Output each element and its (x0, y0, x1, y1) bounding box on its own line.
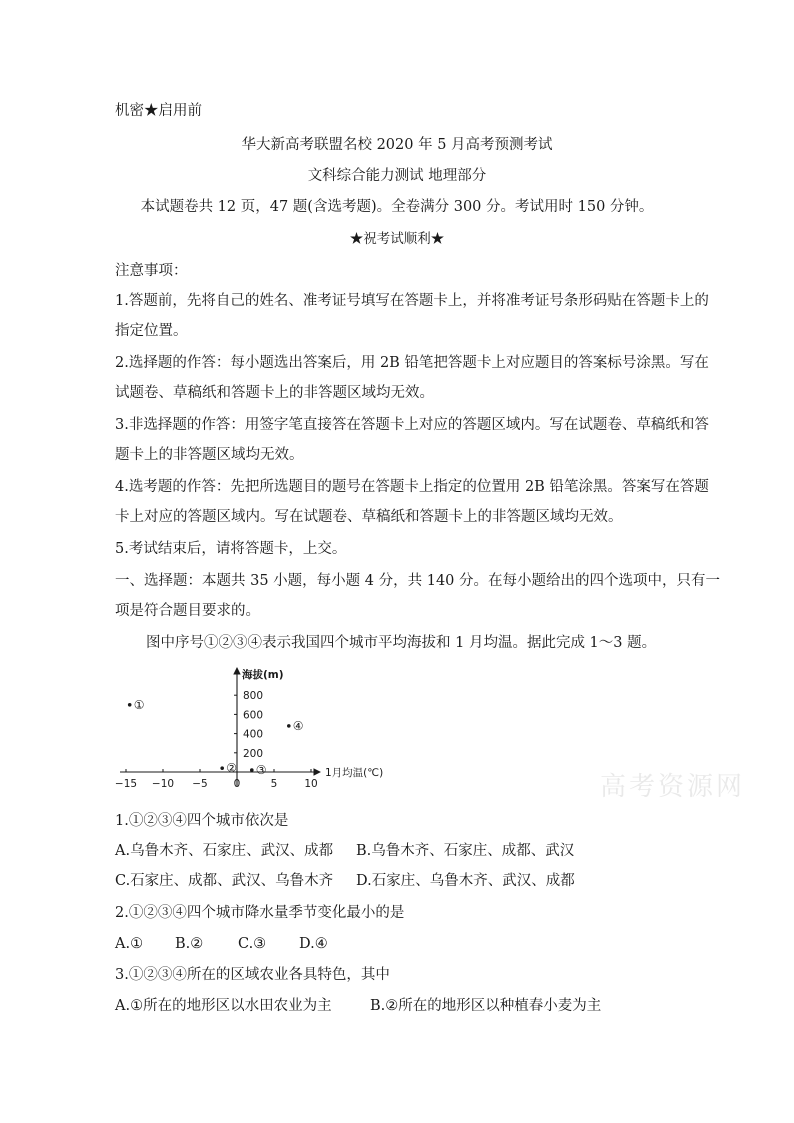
data-point (287, 724, 291, 728)
data-point-label: ② (226, 761, 237, 776)
section-heading-cont: 项是符合题目要求的。 (115, 603, 260, 619)
y-tick-label: 600 (243, 709, 264, 722)
question-stem: 3.①②③④所在的区域农业各具特色，其中 (115, 967, 390, 983)
x-tick-label: −5 (192, 778, 208, 790)
note-line: 卡上对应的答题区域内。写在试题卷、草稿纸和答题卡上的非答题区域均无效。 (115, 509, 623, 525)
note-line: 指定位置。 (115, 323, 188, 339)
note-line: 题卡上的非答题区域均无效。 (115, 447, 304, 463)
option-c[interactable]: C.③ (238, 936, 267, 952)
data-point-label: ① (133, 697, 145, 712)
note-line: 5.考试结束后，请将答题卡，上交。 (115, 541, 347, 557)
exam-info: 本试题卷共 12 页，47 题(含选考题)。全卷满分 300 分。考试用时 150 分钟。 (140, 199, 654, 215)
x-tick-label: 0 (233, 778, 241, 790)
data-point-label: ③ (255, 763, 267, 778)
x-tick-label: 5 (270, 778, 278, 790)
good-luck-line: ★祝考试顺利★ (349, 231, 445, 247)
watermark: 高考资源网 (600, 772, 746, 802)
exam-subtitle: 文科综合能力测试 地理部分 (307, 168, 487, 184)
question-stem: 1.①②③④四个城市依次是 (115, 813, 289, 829)
x-tick-label: −15 (114, 778, 138, 790)
y-axis-label: 海拔(m) (242, 669, 284, 681)
notes-heading: 注意事项： (115, 263, 188, 279)
option-b[interactable]: B.②所在的地形区以种植春小麦为主 (370, 998, 602, 1014)
data-point (128, 703, 132, 707)
section-heading: 一、选择题：本题共 35 小题，每小题 4 分，共 140 分。在每小题给出的四个选项中，只有一 (115, 573, 721, 589)
x-axis-label: 1月均温(℃) (325, 767, 384, 779)
y-tick-label: 400 (243, 728, 264, 741)
option-a[interactable]: A.① (115, 936, 144, 952)
data-point (250, 768, 254, 772)
figure-intro: 图中序号①②③④表示我国四个城市平均海拔和 1 月均温。据此完成 1～3 题。 (146, 635, 657, 651)
option-b[interactable]: B.乌鲁木齐、石家庄、成都、武汉 (356, 843, 575, 859)
option-b[interactable]: B.② (175, 936, 204, 952)
data-point-label: ④ (292, 718, 304, 733)
note-line: 3.非选择题的作答：用签字笔直接答在答题卡上对应的答题区域内。写在试题卷、草稿纸和答 (115, 417, 709, 433)
note-line: 1.答题前，先将自己的姓名、准考证号填写在答题卡上，并将准考证号条形码贴在答题卡上的 (115, 293, 709, 309)
scatter-chart (110, 662, 390, 792)
exam-title: 华大新高考联盟名校 2020 年 5 月高考预测考试 (241, 137, 553, 153)
option-d[interactable]: D.石家庄、乌鲁木齐、武汉、成都 (356, 873, 575, 889)
x-tick-label: 10 (304, 778, 318, 790)
question-stem: 2.①②③④四个城市降水量季节变化最小的是 (115, 905, 405, 921)
option-d[interactable]: D.④ (299, 936, 328, 952)
note-line: 试题卷、草稿纸和答题卡上的非答题区域均无效。 (115, 385, 434, 401)
note-line: 2.选择题的作答：每小题选出答案后，用 2B 铅笔把答题卡上对应题目的答案标号涂黑。写在 (115, 355, 709, 371)
y-tick-label: 800 (243, 690, 264, 703)
option-c[interactable]: C.石家庄、成都、武汉、乌鲁木齐 (115, 873, 334, 889)
option-a[interactable]: A.①所在的地形区以水田农业为主 (115, 998, 332, 1014)
data-point (220, 766, 224, 770)
y-tick-label: 200 (243, 747, 264, 760)
option-a[interactable]: A.乌鲁木齐、石家庄、武汉、成都 (115, 843, 334, 859)
confidential-label: 机密★启用前 (115, 103, 202, 119)
x-tick-label: −10 (151, 778, 175, 790)
note-line: 4.选考题的作答：先把所选题目的题号在答题卡上指定的位置用 2B 铅笔涂黑。答案写在答题 (115, 479, 709, 495)
